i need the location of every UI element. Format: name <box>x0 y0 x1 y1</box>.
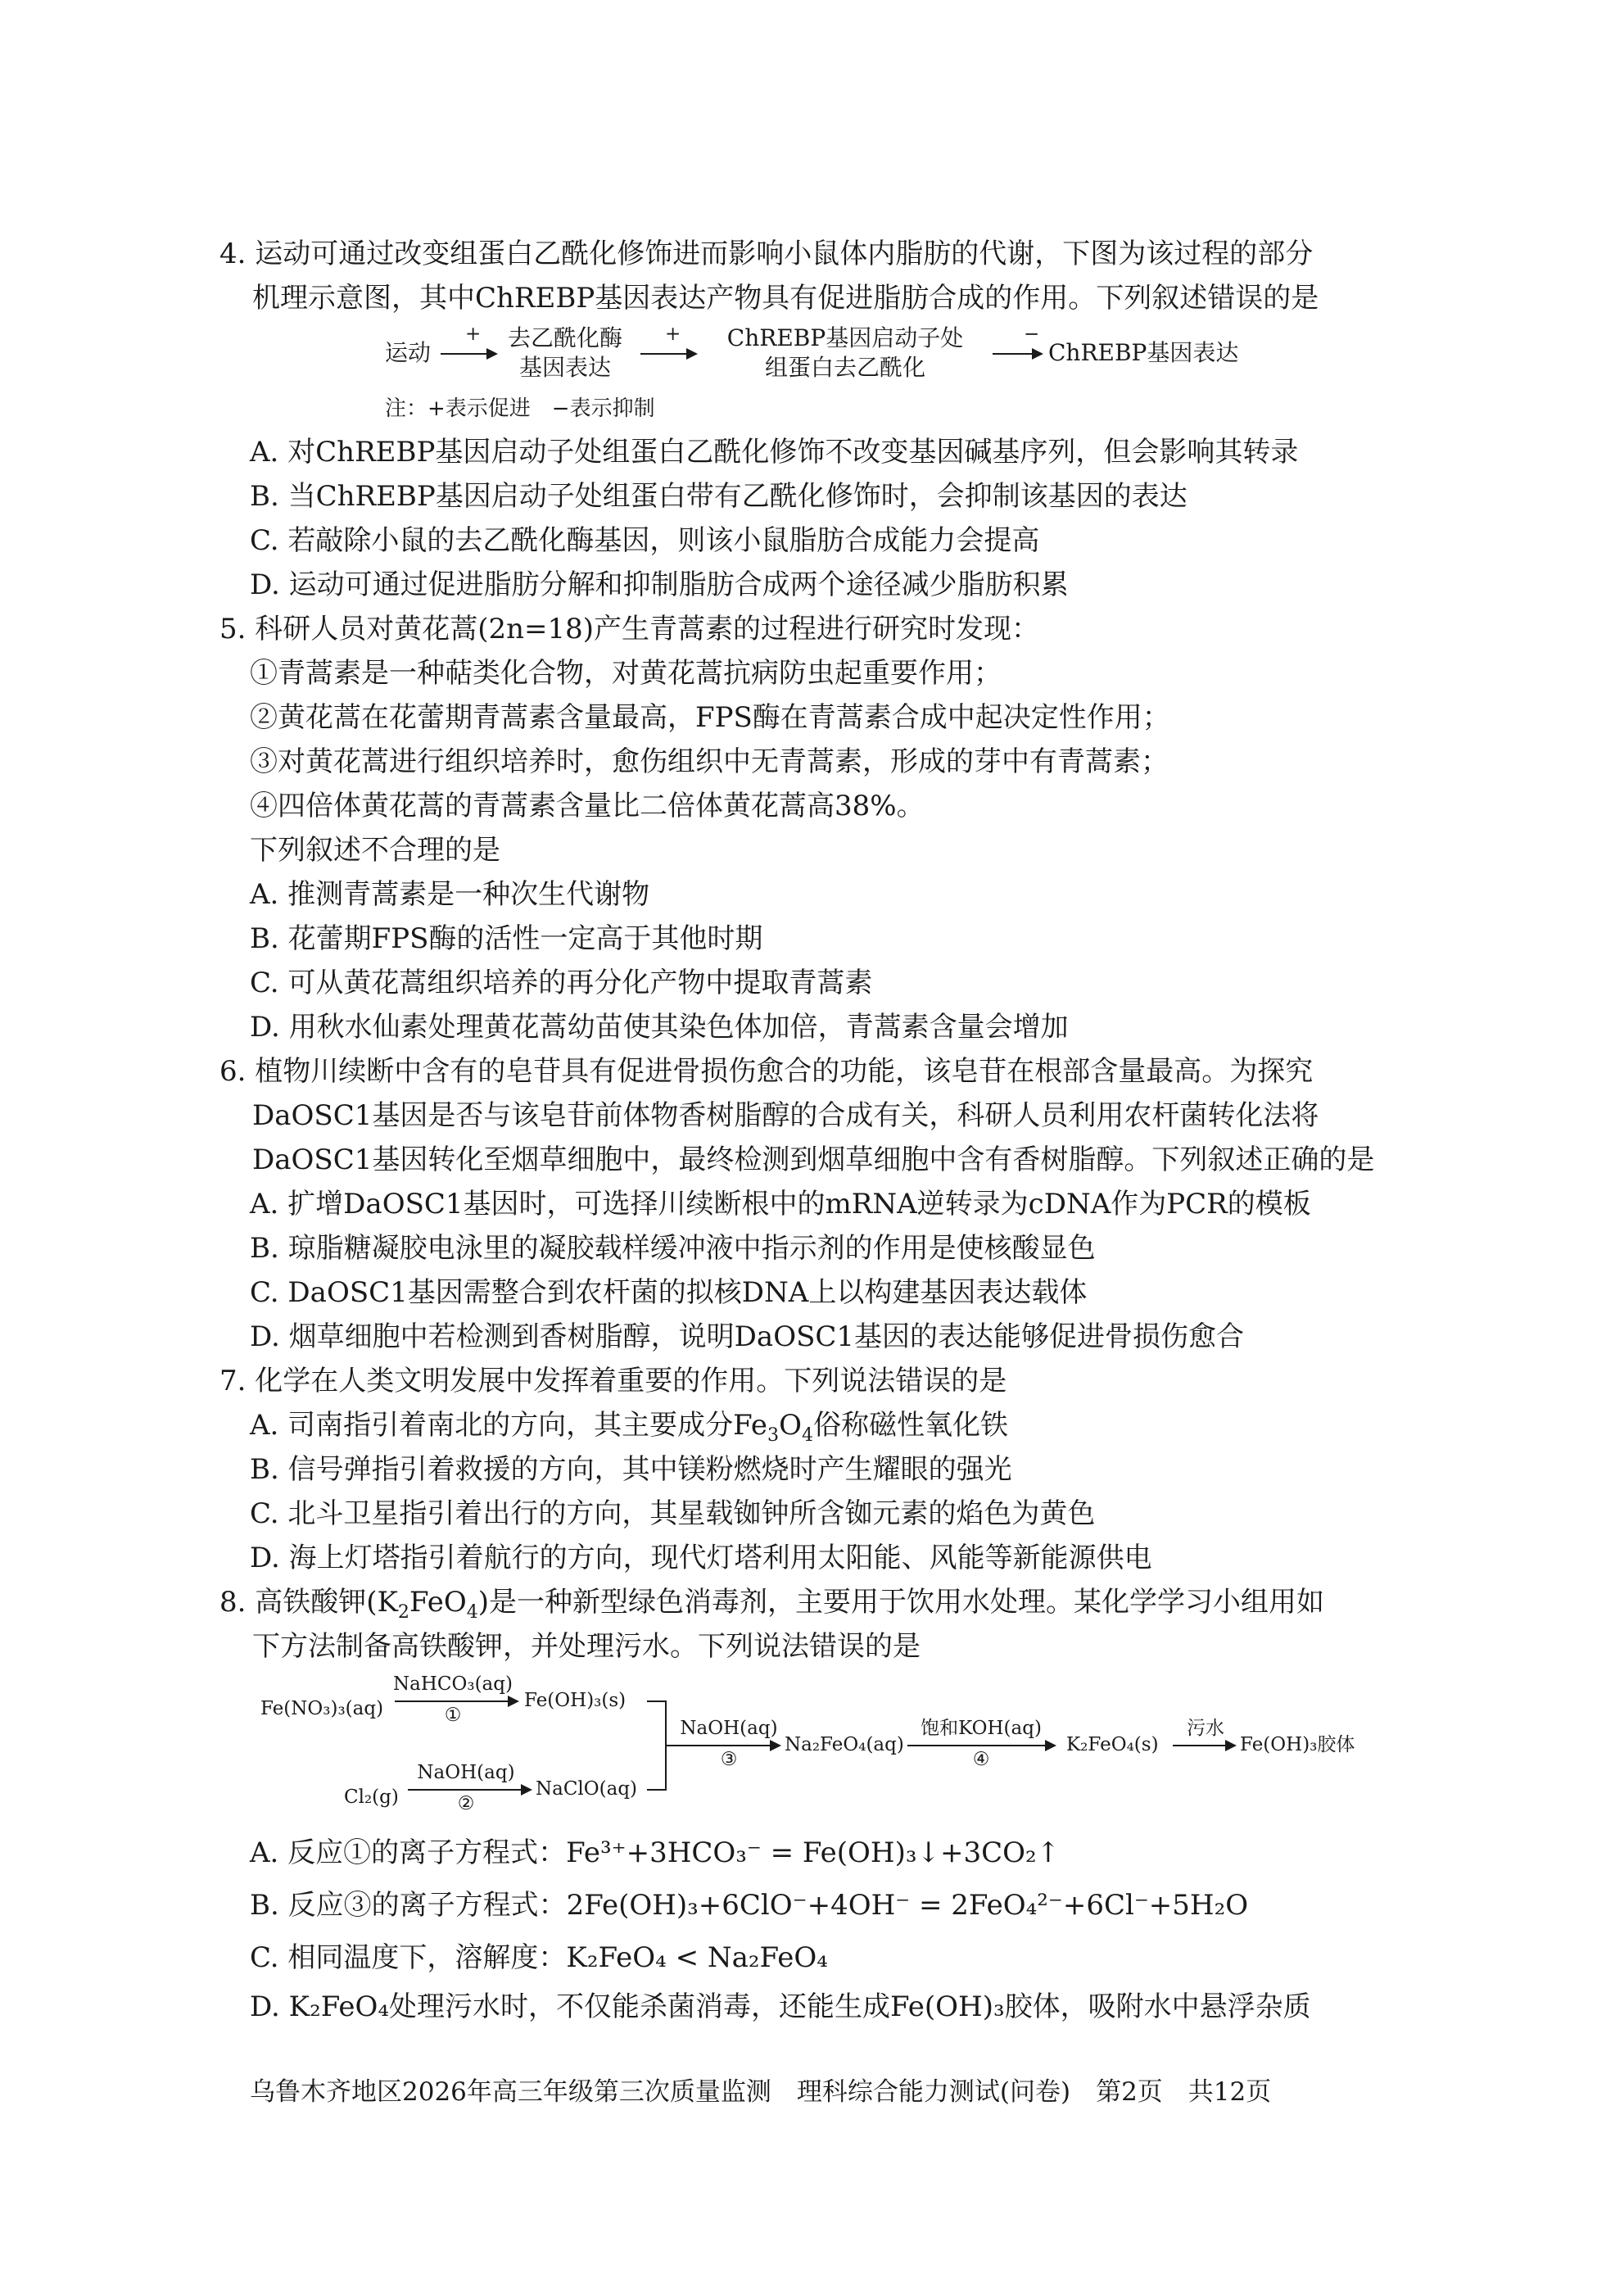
diagram-note: 注：+表示促进 −表示抑制 <box>385 396 655 421</box>
flow-r2-reagent: NaOH(aq) <box>417 1762 515 1783</box>
flow-arrow-1 <box>395 1700 518 1702</box>
q6-option-a: A. 扩增DaOSC1基因时，可选择川续断根中的mRNA逆转录为cDNA作为PCR的模板 <box>250 1188 1311 1220</box>
diagram-box2-line1: ChREBP基因启动子处 <box>726 324 964 351</box>
page-footer: 乌鲁木齐地区2026年高三年级第三次质量监测 理科综合能力测试(问卷) 第2页 共12页 <box>250 2077 1272 2107</box>
q5-stem: 5. 科研人员对黄花蒿(2n=18)产生青蒿素的过程进行研究时发现： <box>219 613 1040 645</box>
q4-option-c: C. 若敲除小鼠的去乙酰化酶基因，则该小鼠脂肪合成能力会提高 <box>250 524 1040 557</box>
flow-r4-reagent: 饱和KOH(aq) <box>921 1718 1042 1739</box>
q8-option-b: B. 反应③的离子方程式：2Fe(OH)₃+6ClO⁻+4OH⁻ = 2FeO₄²⁻+6Cl⁻+5H₂O <box>250 1889 1249 1922</box>
q4-stem-line2: 机理示意图，其中ChREBP基因表达产物具有促进脂肪合成的作用。下列叙述错误的是 <box>252 282 1319 315</box>
q6-option-b: B. 琼脂糖凝胶电泳里的凝胶载样缓冲液中指示剂的作用是使核酸显色 <box>250 1232 1096 1265</box>
flow-arrow-2 <box>408 1789 531 1791</box>
q5-option-a: A. 推测青蒿素是一种次生代谢物 <box>250 878 650 911</box>
diagram-end: ChREBP基因表达 <box>1048 339 1239 366</box>
diagram-start: 运动 <box>385 339 432 366</box>
q6-option-c: C. DaOSC1基因需整合到农杆菌的拟核DNA上以构建基因表达载体 <box>250 1276 1088 1309</box>
flow-join-top <box>647 1700 665 1702</box>
q7-option-a-post: 俗称磁性氧化铁 <box>813 1409 1009 1442</box>
q5-fact-4: ④四倍体黄花蒿的青蒿素含量比二倍体黄花蒿高38%。 <box>250 790 925 822</box>
q8-stem-line1 <box>219 1584 1324 1630</box>
diagram-sign-2: + <box>665 324 681 345</box>
flow-join-bottom <box>647 1789 665 1791</box>
flow-r3-reagent: NaOH(aq) <box>680 1718 778 1739</box>
diagram-box1-line1: 去乙酰化酶 <box>507 324 622 351</box>
q4-option-a: A. 对ChREBP基因启动子处组蛋白乙酰化修饰不改变基因碱基序列，但会影响其转录 <box>250 436 1299 469</box>
flow-r4-step: ④ <box>972 1749 990 1770</box>
q8-stem-post: )是一种新型绿色消毒剂，主要用于饮用水处理。某化学学习小组用如 <box>477 1586 1325 1619</box>
q7-option-a-sub2: 4 <box>801 1424 814 1446</box>
q5-fact-3: ③对黄花蒿进行组织培养时，愈伤组织中无青蒿素，形成的芽中有青蒿素； <box>250 745 1169 778</box>
q7-option-b: B. 信号弹指引着救援的方向，其中镁粉燃烧时产生耀眼的强光 <box>250 1453 1012 1486</box>
q7-option-a-mid: O <box>779 1409 802 1442</box>
flow-r1-reagent: NaHCO₃(aq) <box>393 1673 513 1695</box>
q8-option-a: A. 反应①的离子方程式：Fe³⁺+3HCO₃⁻ = Fe(OH)₃↓+3CO₂↑ <box>250 1836 1061 1869</box>
flow-r1-to: Fe(OH)₃(s) <box>524 1690 627 1711</box>
diagram-sign-3: − <box>1024 324 1040 345</box>
q7-option-a-pre: A. 司南指引着南北的方向，其主要成分Fe <box>250 1409 768 1442</box>
q5-option-c: C. 可从黄花蒿组织培养的再分化产物中提取青蒿素 <box>250 967 873 999</box>
q5-option-d: D. 用秋水仙素处理黄花蒿幼苗使其染色体加倍，青蒿素含量会增加 <box>250 1011 1069 1044</box>
q8-option-c: C. 相同温度下，溶解度：K₂FeO₄ < Na₂FeO₄ <box>250 1941 828 1974</box>
arrow-2 <box>640 353 696 355</box>
flow-r4-to: K₂FeO₄(s) <box>1066 1734 1159 1755</box>
flow-r3-to: Na₂FeO₄(aq) <box>785 1734 904 1755</box>
q5-ask: 下列叙述不合理的是 <box>250 834 500 867</box>
flow-r2-from: Cl₂(g) <box>344 1787 399 1808</box>
q8-stem-sub2: 4 <box>466 1601 478 1623</box>
flow-arrow-4 <box>907 1745 1055 1746</box>
q7-option-d: D. 海上灯塔指引着航行的方向，现代灯塔利用太阳能、风能等新能源供电 <box>250 1542 1152 1574</box>
flow-r3-step: ③ <box>720 1749 738 1770</box>
q7-option-a-sub1: 3 <box>767 1424 780 1446</box>
q8-stem-line2: 下方法制备高铁酸钾，并处理污水。下列说法错误的是 <box>252 1630 921 1663</box>
q7-stem: 7. 化学在人类文明发展中发挥着重要的作用。下列说法错误的是 <box>219 1365 1007 1397</box>
q6-option-d: D. 烟草细胞中若检测到香树脂醇，说明DaOSC1基因的表达能够促进骨损伤愈合 <box>250 1320 1245 1353</box>
q5-fact-2: ②黄花蒿在花蕾期青蒿素含量最高，FPS酶在青蒿素合成中起决定性作用； <box>250 701 1170 734</box>
flow-r2-step: ② <box>457 1793 475 1814</box>
q5-option-b: B. 花蕾期FPS酶的活性一定高于其他时期 <box>250 922 763 955</box>
q8-option-d: D. K₂FeO₄处理污水时，不仅能杀菌消毒，还能生成Fe(OH)₃胶体，吸附水中悬浮杂质 <box>250 1990 1311 2023</box>
arrow-3 <box>993 353 1042 355</box>
q8-stem-pre: 8. 高铁酸钾(K <box>219 1586 398 1619</box>
q4-stem-line1: 4. 运动可通过改变组蛋白乙酰化修饰进而影响小鼠体内脂肪的代谢，下图为该过程的部分 <box>219 238 1314 270</box>
diagram-box1-line2: 基因表达 <box>518 354 611 381</box>
arrow-1 <box>441 353 496 355</box>
flow-r1-step: ① <box>444 1705 462 1726</box>
flow-r5-reagent: 污水 <box>1187 1718 1224 1739</box>
q6-stem-line1: 6. 植物川续断中含有的皂苷具有促进骨损伤愈合的功能，该皂苷在根部含量最高。为探究 <box>219 1055 1314 1088</box>
diagram-box2-line2: 组蛋白去乙酰化 <box>764 354 925 381</box>
q8-stem-sub1: 2 <box>397 1601 409 1623</box>
flow-r2-to: NaClO(aq) <box>536 1778 638 1800</box>
q4-option-d: D. 运动可通过促进脂肪分解和抑制脂肪合成两个途径减少脂肪积累 <box>250 568 1069 601</box>
q6-stem-line3: DaOSC1基因转化至烟草细胞中，最终检测到烟草细胞中含有香树脂醇。下列叙述正确的是 <box>252 1143 1375 1176</box>
q8-stem-mid: FeO <box>409 1586 467 1619</box>
flow-r5-to: Fe(OH)₃胶体 <box>1240 1734 1355 1755</box>
flow-arrow-5 <box>1173 1745 1235 1746</box>
diagram-sign-1: + <box>465 324 482 345</box>
q6-stem-line2: DaOSC1基因是否与该皂苷前体物香树脂醇的合成有关，科研人员利用农杆菌转化法将 <box>252 1099 1319 1132</box>
q7-option-a <box>250 1407 1008 1453</box>
q4-option-b: B. 当ChREBP基因启动子处组蛋白带有乙酰化修饰时，会抑制该基因的表达 <box>250 480 1187 513</box>
q7-option-c: C. 北斗卫星指引着出行的方向，其星载铷钟所含铷元素的焰色为黄色 <box>250 1497 1096 1530</box>
flow-r1-from: Fe(NO₃)₃(aq) <box>260 1698 384 1719</box>
flow-arrow-3 <box>665 1745 780 1746</box>
q5-fact-1: ①青蒿素是一种萜类化合物，对黄花蒿抗病防虫起重要作用； <box>250 657 1002 690</box>
